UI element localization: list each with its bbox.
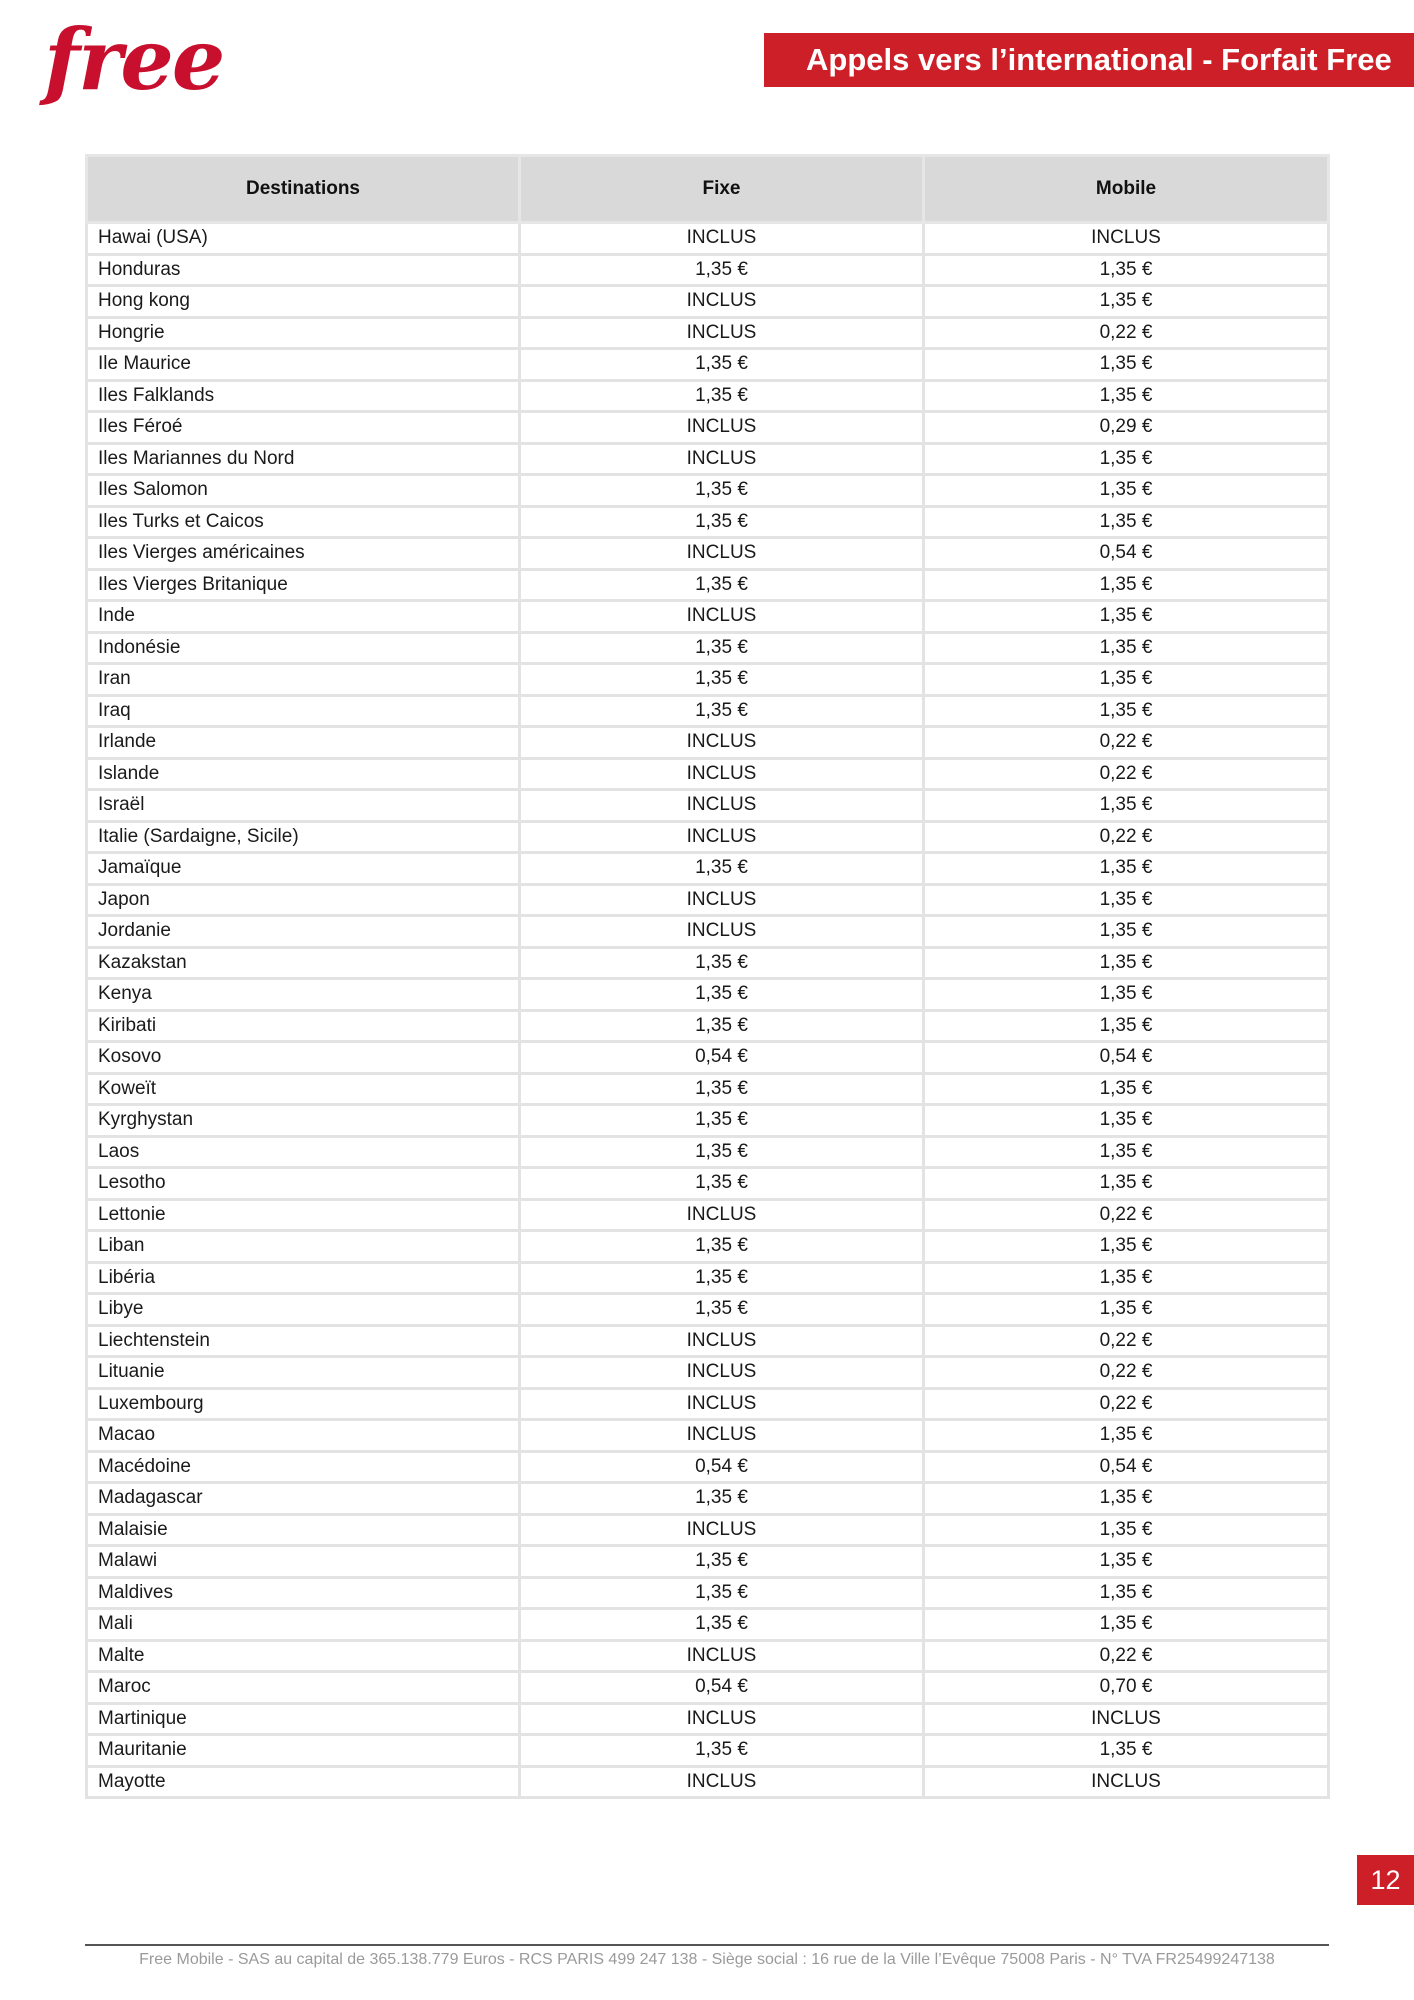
destination-cell: Iles Turks et Caicos <box>87 506 520 538</box>
page-title-banner <box>764 33 1414 87</box>
destination-cell: Israël <box>87 790 520 822</box>
fixe-rate-cell: 1,35 € <box>520 1735 924 1767</box>
fixe-rate-cell: 1,35 € <box>520 632 924 664</box>
fixe-rate-cell: INCLUS <box>520 223 924 255</box>
fixe-rate-cell: INCLUS <box>520 1640 924 1672</box>
fixe-rate-cell: 1,35 € <box>520 506 924 538</box>
destination-cell: Hong kong <box>87 286 520 318</box>
table-row <box>87 349 1329 381</box>
mobile-rate-cell: 1,35 € <box>924 506 1329 538</box>
table-row <box>87 1357 1329 1389</box>
mobile-rate-cell: 1,35 € <box>924 286 1329 318</box>
destination-cell: Macao <box>87 1420 520 1452</box>
table-row <box>87 1483 1329 1515</box>
fixe-rate-cell: INCLUS <box>520 538 924 570</box>
mobile-rate-cell: 0,22 € <box>924 727 1329 759</box>
fixe-rate-cell: 1,35 € <box>520 475 924 507</box>
destination-cell: Malte <box>87 1640 520 1672</box>
mobile-rate-cell: 0,22 € <box>924 317 1329 349</box>
table-row <box>87 1325 1329 1357</box>
table-row <box>87 1105 1329 1137</box>
fixe-rate-cell: 1,35 € <box>520 979 924 1011</box>
destination-cell: Italie (Sardaigne, Sicile) <box>87 821 520 853</box>
mobile-rate-cell: 0,22 € <box>924 1325 1329 1357</box>
table-row <box>87 286 1329 318</box>
destination-cell: Mali <box>87 1609 520 1641</box>
destination-cell: Macédoine <box>87 1451 520 1483</box>
table-body <box>87 223 1329 1798</box>
fixe-rate-cell: INCLUS <box>520 916 924 948</box>
mobile-rate-cell: 1,35 € <box>924 1262 1329 1294</box>
destination-cell: Kyrghystan <box>87 1105 520 1137</box>
destination-cell: Inde <box>87 601 520 633</box>
mobile-rate-cell: 1,35 € <box>924 569 1329 601</box>
destination-cell: Kazakstan <box>87 947 520 979</box>
table-row <box>87 1199 1329 1231</box>
destination-cell: Mauritanie <box>87 1735 520 1767</box>
table-row <box>87 538 1329 570</box>
mobile-rate-cell: 1,35 € <box>924 1105 1329 1137</box>
destination-cell: Jamaïque <box>87 853 520 885</box>
column-header-mobile: Mobile <box>924 156 1329 223</box>
table-row <box>87 1388 1329 1420</box>
fixe-rate-cell: 1,35 € <box>520 569 924 601</box>
mobile-rate-cell: 0,22 € <box>924 1357 1329 1389</box>
table-row <box>87 916 1329 948</box>
fixe-rate-cell: 1,35 € <box>520 1231 924 1263</box>
destination-cell: Iles Falklands <box>87 380 520 412</box>
mobile-rate-cell: 1,35 € <box>924 1136 1329 1168</box>
footer-legal-text: Free Mobile - SAS au capital de 365.138.779 Euros - RCS PARIS 499 247 138 - Siège social : 16 rue de la Ville l’Evêque 75008 Paris - N° TVA FR25499247138 <box>139 1951 1275 1968</box>
fixe-rate-cell: INCLUS <box>520 412 924 444</box>
mobile-rate-cell: 1,35 € <box>924 254 1329 286</box>
fixe-rate-cell: INCLUS <box>520 317 924 349</box>
table-row <box>87 727 1329 759</box>
mobile-rate-cell: 1,35 € <box>924 1010 1329 1042</box>
table-row <box>87 506 1329 538</box>
page-title: Appels vers l’international - Forfait Free <box>806 42 1392 77</box>
table-row <box>87 1294 1329 1326</box>
mobile-rate-cell: 1,35 € <box>924 947 1329 979</box>
column-header-fixe: Fixe <box>520 156 924 223</box>
mobile-rate-cell: 1,35 € <box>924 1735 1329 1767</box>
fixe-rate-cell: 1,35 € <box>520 1609 924 1641</box>
fixe-rate-cell: INCLUS <box>520 758 924 790</box>
table-row <box>87 632 1329 664</box>
mobile-rate-cell: 1,35 € <box>924 632 1329 664</box>
destination-cell: Iles Salomon <box>87 475 520 507</box>
table-row <box>87 317 1329 349</box>
fixe-rate-cell: 1,35 € <box>520 1262 924 1294</box>
destination-cell: Kenya <box>87 979 520 1011</box>
fixe-rate-cell: INCLUS <box>520 1703 924 1735</box>
fixe-rate-cell: INCLUS <box>520 790 924 822</box>
mobile-rate-cell: 0,54 € <box>924 1451 1329 1483</box>
table-row <box>87 1672 1329 1704</box>
mobile-rate-cell: 0,22 € <box>924 758 1329 790</box>
fixe-rate-cell: INCLUS <box>520 601 924 633</box>
mobile-rate-cell: 1,35 € <box>924 695 1329 727</box>
table-row <box>87 1514 1329 1546</box>
table-row <box>87 569 1329 601</box>
table-row <box>87 884 1329 916</box>
mobile-rate-cell: 1,35 € <box>924 1609 1329 1641</box>
destination-cell: Kosovo <box>87 1042 520 1074</box>
mobile-rate-cell: 1,35 € <box>924 1294 1329 1326</box>
fixe-rate-cell: INCLUS <box>520 1514 924 1546</box>
destination-cell: Maldives <box>87 1577 520 1609</box>
fixe-rate-cell: 1,35 € <box>520 380 924 412</box>
mobile-rate-cell: 1,35 € <box>924 1168 1329 1200</box>
table-row <box>87 790 1329 822</box>
destination-cell: Honduras <box>87 254 520 286</box>
table-row <box>87 853 1329 885</box>
destination-cell: Liechtenstein <box>87 1325 520 1357</box>
table-row <box>87 1262 1329 1294</box>
fixe-rate-cell: 1,35 € <box>520 1168 924 1200</box>
mobile-rate-cell: 1,35 € <box>924 601 1329 633</box>
mobile-rate-cell: 0,22 € <box>924 1388 1329 1420</box>
table-row <box>87 1766 1329 1798</box>
mobile-rate-cell: 1,35 € <box>924 443 1329 475</box>
destination-cell: Hongrie <box>87 317 520 349</box>
fixe-rate-cell: 0,54 € <box>520 1042 924 1074</box>
table-row <box>87 1546 1329 1578</box>
destination-cell: Iran <box>87 664 520 696</box>
destination-cell: Malaisie <box>87 1514 520 1546</box>
mobile-rate-cell: 1,35 € <box>924 884 1329 916</box>
mobile-rate-cell: 1,35 € <box>924 1073 1329 1105</box>
mobile-rate-cell: INCLUS <box>924 1766 1329 1798</box>
destination-cell: Laos <box>87 1136 520 1168</box>
fixe-rate-cell: 1,35 € <box>520 1105 924 1137</box>
table-row <box>87 1136 1329 1168</box>
table-row <box>87 1168 1329 1200</box>
mobile-rate-cell: 0,22 € <box>924 821 1329 853</box>
destination-cell: Jordanie <box>87 916 520 948</box>
fixe-rate-cell: INCLUS <box>520 1357 924 1389</box>
destination-cell: Ile Maurice <box>87 349 520 381</box>
destination-cell: Madagascar <box>87 1483 520 1515</box>
table-row <box>87 1735 1329 1767</box>
fixe-rate-cell: 1,35 € <box>520 947 924 979</box>
destination-cell: Martinique <box>87 1703 520 1735</box>
free-logo: free <box>44 10 224 109</box>
table-row <box>87 1640 1329 1672</box>
fixe-rate-cell: INCLUS <box>520 1388 924 1420</box>
destination-cell: Lettonie <box>87 1199 520 1231</box>
mobile-rate-cell: 1,35 € <box>924 790 1329 822</box>
fixe-rate-cell: 0,54 € <box>520 1451 924 1483</box>
destination-cell: Luxembourg <box>87 1388 520 1420</box>
fixe-rate-cell: 1,35 € <box>520 1483 924 1515</box>
fixe-rate-cell: 1,35 € <box>520 695 924 727</box>
table-row <box>87 979 1329 1011</box>
page-number-badge <box>1357 1855 1414 1905</box>
table-row <box>87 695 1329 727</box>
destination-cell: Liban <box>87 1231 520 1263</box>
fixe-rate-cell: 1,35 € <box>520 349 924 381</box>
mobile-rate-cell: 0,70 € <box>924 1672 1329 1704</box>
destination-cell: Iles Vierges Britanique <box>87 569 520 601</box>
fixe-rate-cell: INCLUS <box>520 1766 924 1798</box>
fixe-rate-cell: INCLUS <box>520 1325 924 1357</box>
page-number: 12 <box>1370 1864 1401 1895</box>
mobile-rate-cell: 1,35 € <box>924 349 1329 381</box>
mobile-rate-cell: 1,35 € <box>924 380 1329 412</box>
destination-cell: Indonésie <box>87 632 520 664</box>
destination-cell: Iles Vierges américaines <box>87 538 520 570</box>
mobile-rate-cell: 1,35 € <box>924 475 1329 507</box>
destination-cell: Libye <box>87 1294 520 1326</box>
table-header-row <box>87 156 1329 223</box>
table-row <box>87 1042 1329 1074</box>
table-row <box>87 475 1329 507</box>
mobile-rate-cell: 0,54 € <box>924 538 1329 570</box>
table-row <box>87 664 1329 696</box>
mobile-rate-cell: 0,22 € <box>924 1199 1329 1231</box>
table-row <box>87 1420 1329 1452</box>
destination-cell: Lituanie <box>87 1357 520 1389</box>
destination-cell: Kiribati <box>87 1010 520 1042</box>
table-row <box>87 758 1329 790</box>
table-row <box>87 1010 1329 1042</box>
mobile-rate-cell: 1,35 € <box>924 1546 1329 1578</box>
footer-divider <box>85 1944 1329 1946</box>
mobile-rate-cell: 1,35 € <box>924 1231 1329 1263</box>
mobile-rate-cell: 0,54 € <box>924 1042 1329 1074</box>
destination-cell: Mayotte <box>87 1766 520 1798</box>
table-row <box>87 1451 1329 1483</box>
table-row <box>87 1231 1329 1263</box>
mobile-rate-cell: 0,22 € <box>924 1640 1329 1672</box>
fixe-rate-cell: 0,54 € <box>520 1672 924 1704</box>
mobile-rate-cell: 1,35 € <box>924 979 1329 1011</box>
fixe-rate-cell: 1,35 € <box>520 1136 924 1168</box>
fixe-rate-cell: 1,35 € <box>520 1577 924 1609</box>
table-row <box>87 821 1329 853</box>
fixe-rate-cell: 1,35 € <box>520 1073 924 1105</box>
fixe-rate-cell: INCLUS <box>520 1199 924 1231</box>
mobile-rate-cell: 1,35 € <box>924 1514 1329 1546</box>
mobile-rate-cell: 1,35 € <box>924 664 1329 696</box>
table-row <box>87 947 1329 979</box>
fixe-rate-cell: INCLUS <box>520 1420 924 1452</box>
table-row <box>87 1703 1329 1735</box>
fixe-rate-cell: INCLUS <box>520 286 924 318</box>
mobile-rate-cell: 1,35 € <box>924 853 1329 885</box>
fixe-rate-cell: 1,35 € <box>520 1010 924 1042</box>
table-row <box>87 412 1329 444</box>
rates-table <box>85 154 1330 1799</box>
destination-cell: Iles Mariannes du Nord <box>87 443 520 475</box>
destination-cell: Malawi <box>87 1546 520 1578</box>
table-row <box>87 1609 1329 1641</box>
fixe-rate-cell: 1,35 € <box>520 853 924 885</box>
mobile-rate-cell: INCLUS <box>924 223 1329 255</box>
fixe-rate-cell: 1,35 € <box>520 1546 924 1578</box>
mobile-rate-cell: 1,35 € <box>924 1483 1329 1515</box>
destination-cell: Japon <box>87 884 520 916</box>
table-row <box>87 254 1329 286</box>
fixe-rate-cell: 1,35 € <box>520 1294 924 1326</box>
destination-cell: Koweït <box>87 1073 520 1105</box>
destination-cell: Irlande <box>87 727 520 759</box>
mobile-rate-cell: 1,35 € <box>924 1577 1329 1609</box>
mobile-rate-cell: 1,35 € <box>924 1420 1329 1452</box>
table-row <box>87 380 1329 412</box>
fixe-rate-cell: INCLUS <box>520 443 924 475</box>
destination-cell: Lesotho <box>87 1168 520 1200</box>
mobile-rate-cell: 1,35 € <box>924 916 1329 948</box>
destination-cell: Iles Féroé <box>87 412 520 444</box>
destination-cell: Islande <box>87 758 520 790</box>
table-row <box>87 1577 1329 1609</box>
mobile-rate-cell: INCLUS <box>924 1703 1329 1735</box>
fixe-rate-cell: 1,35 € <box>520 254 924 286</box>
fixe-rate-cell: INCLUS <box>520 727 924 759</box>
table-row <box>87 601 1329 633</box>
destination-cell: Iraq <box>87 695 520 727</box>
table-row <box>87 1073 1329 1105</box>
destination-cell: Maroc <box>87 1672 520 1704</box>
fixe-rate-cell: 1,35 € <box>520 664 924 696</box>
mobile-rate-cell: 0,29 € <box>924 412 1329 444</box>
fixe-rate-cell: INCLUS <box>520 821 924 853</box>
table-row <box>87 223 1329 255</box>
column-header-destinations: Destinations <box>87 156 520 223</box>
fixe-rate-cell: INCLUS <box>520 884 924 916</box>
rates-table-container <box>85 154 1327 1799</box>
destination-cell: Hawai (USA) <box>87 223 520 255</box>
table-row <box>87 443 1329 475</box>
destination-cell: Libéria <box>87 1262 520 1294</box>
